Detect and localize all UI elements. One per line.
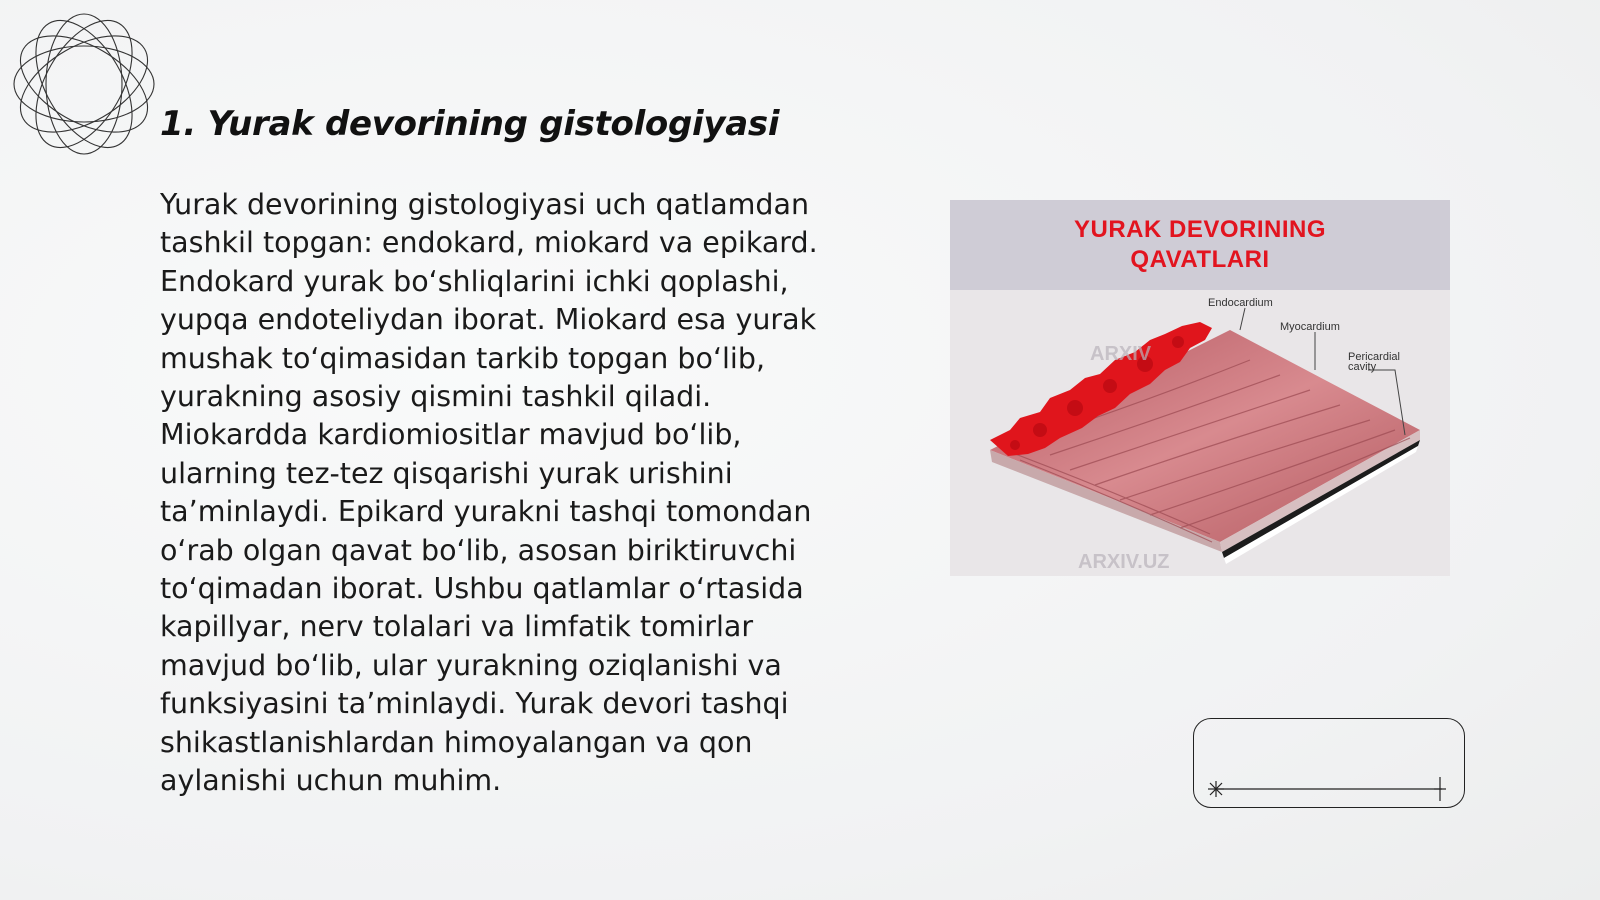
heart-wall-diagram [950,290,1450,576]
decorative-line-icon [1194,719,1466,809]
figure-heading-line-2: QAVATLARI [1130,246,1270,273]
body-paragraph: Yurak devorining gistologiyasi uch qatlamdan tashkil topgan: endokard, miokard va epikard. Endokard yurak boʻshliqlarini ichki qoplashi, yupqa endoteliydan iborat. Miokard esa yurak mushak toʻqimasidan tarkib topgan boʻlib, yurakning asosiy qismini tashkil qiladi. Miokardda kardiomiositlar mavjud boʻlib, ularning tez-tez qisqarishi yurak urishini taʼminlaydi. Epikard yurakni tashqi tomondan oʻrab olgan qavat boʻlib, asosan biriktiruvchi toʻqimadan iborat. Ushbu qatlamlar oʻrtasida kapillyar, nerv tolalari va limfatik tomirlar mavjud boʻlib, ular yurakning oziqlanishi va funksiyasini taʼminlaydi. Yurak devori tashqi shikastlanishlardan himoyalangan va qon aylanishi uchun muhim. [160,188,818,798]
label-pericardial: Pericardial [1348,351,1400,363]
figure-heading-line-1: YURAK DEVORINING [1073,216,1327,243]
label-endocardium: Endocardium [1208,297,1273,309]
watermark-middle: ARXIV [1090,343,1152,365]
slide-title: 1. Yurak devorining gistologiyasi [160,104,780,144]
label-cavity: cavity [1348,361,1377,373]
label-myocardium: Myocardium [1280,321,1340,333]
figure-heading [950,200,1450,290]
watermark-bottom: ARXIV.UZ [1078,551,1170,573]
circular-ornament-icon [10,10,158,158]
decorative-frame [1193,718,1465,808]
heart-wall-illustration [950,200,1450,576]
